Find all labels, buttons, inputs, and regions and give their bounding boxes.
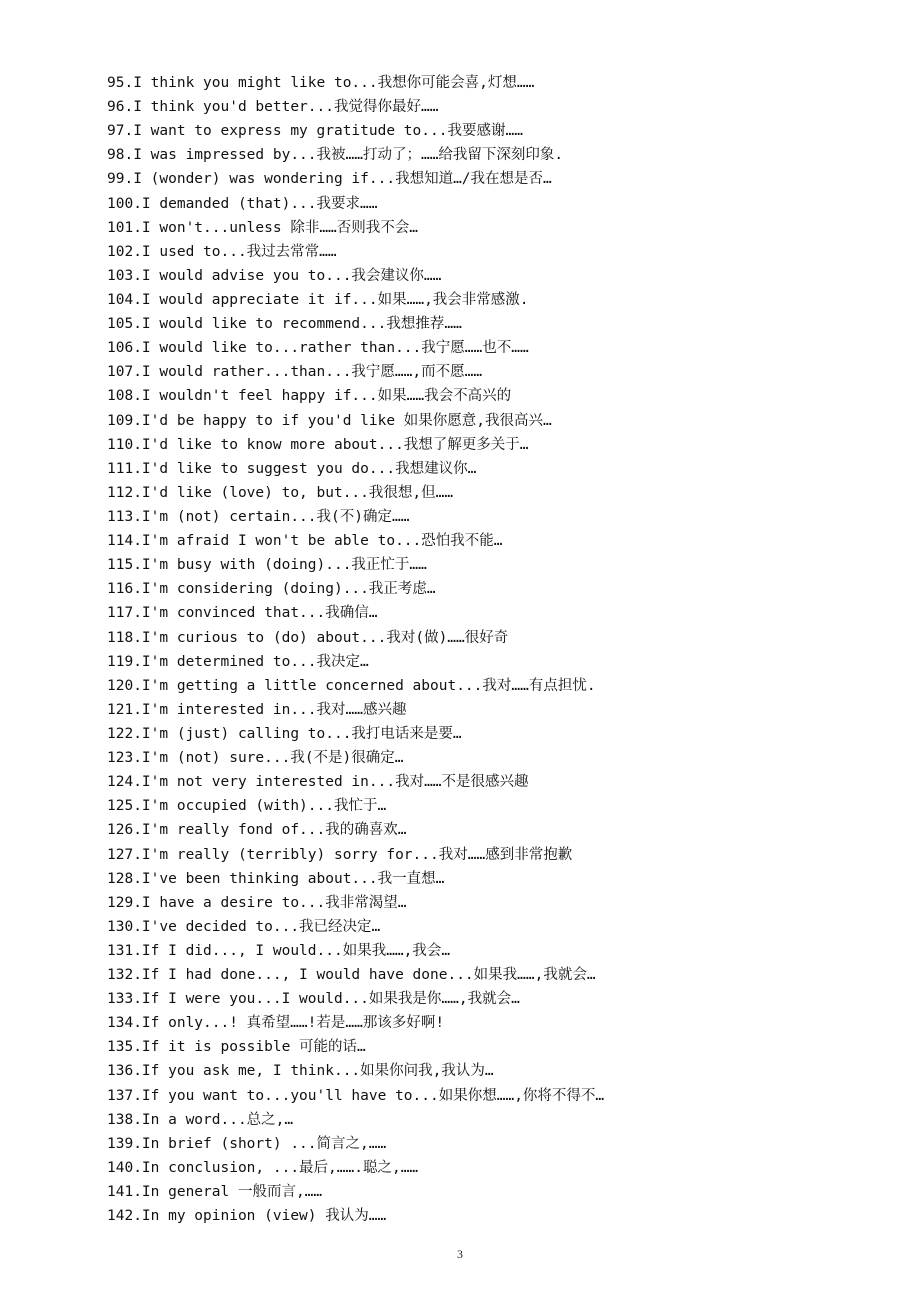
phrase-line: 136.If you ask me, I think...如果你问我,我认为… bbox=[107, 1063, 494, 1080]
phrase-line: 135.If it is possible 可能的话… bbox=[107, 1039, 366, 1056]
phrase-line: 142.In my opinion (view) 我认为…… bbox=[107, 1208, 387, 1225]
phrase-line: 123.I'm (not) sure...我(不是)很确定… bbox=[107, 750, 404, 767]
phrase-line: 129.I have a desire to...我非常渴望… bbox=[107, 894, 407, 911]
phrase-line: 107.I would rather...than...我宁愿……,而不愿…… bbox=[107, 364, 483, 381]
phrase-line: 97.I want to express my gratitude to...我要感谢…… bbox=[107, 123, 523, 140]
phrase-line: 124.I'm not very interested in...我对……不是很感兴趣 bbox=[107, 774, 529, 791]
phrase-line: 137.If you want to...you'll have to...如果你想……,你将不得不… bbox=[107, 1087, 605, 1104]
page-number: 3 bbox=[457, 1247, 463, 1261]
phrase-line: 111.I'd like to suggest you do...我想建议你… bbox=[107, 460, 477, 477]
phrase-line: 118.I'm curious to (do) about...我对(做)……很好奇 bbox=[107, 629, 509, 646]
phrase-line: 103.I would advise you to...我会建议你…… bbox=[107, 267, 442, 284]
phrase-line: 140.In conclusion, ...最后,…….聪之,…… bbox=[107, 1159, 419, 1176]
phrase-line: 116.I'm considering (doing)...我正考虑… bbox=[107, 581, 436, 598]
phrase-line: 106.I would like to...rather than...我宁愿……也不…… bbox=[107, 340, 529, 357]
phrase-line: 100.I demanded (that)...我要求…… bbox=[107, 195, 378, 212]
phrase-line: 109.I'd be happy to if you'd like 如果你愿意,我很高兴… bbox=[107, 412, 552, 429]
phrase-line: 125.I'm occupied (with)...我忙于… bbox=[107, 798, 387, 815]
phrase-line: 95.I think you might like to...我想你可能会喜,灯想…… bbox=[107, 75, 535, 91]
phrase-line: 108.I wouldn't feel happy if...如果……我会不高兴的 bbox=[107, 388, 512, 405]
phrase-line: 141.In general 一般而言,…… bbox=[107, 1184, 323, 1201]
phrase-line: 117.I'm convinced that...我确信… bbox=[107, 605, 378, 622]
phrase-line: 120.I'm getting a little concerned about...我对……有点担忧. bbox=[107, 677, 596, 694]
phrase-line: 119.I'm determined to...我决定… bbox=[107, 653, 369, 670]
phrase-line: 104.I would appreciate it if...如果……,我会非常感激. bbox=[107, 291, 529, 308]
phrase-line: 102.I used to...我过去常常…… bbox=[107, 243, 337, 260]
phrase-line: 134.If only...! 真希望……!若是……那该多好啊! bbox=[107, 1015, 445, 1032]
phrase-line: 115.I'm busy with (doing)...我正忙于…… bbox=[107, 557, 427, 574]
phrase-line: 126.I'm really fond of...我的确喜欢… bbox=[107, 822, 407, 839]
phrase-line: 112.I'd like (love) to, but...我很想,但…… bbox=[107, 484, 454, 501]
phrase-line: 139.In brief (short) ...简言之,…… bbox=[107, 1135, 387, 1152]
phrase-line: 132.If I had done..., I would have done...如果我……,我就会… bbox=[107, 967, 596, 984]
phrase-line: 101.I won't...unless 除非……否则我不会… bbox=[107, 219, 419, 236]
phrase-line: 130.I've decided to...我已经决定… bbox=[107, 918, 381, 935]
phrase-line: 96.I think you'd better...我觉得你最好…… bbox=[107, 99, 439, 116]
phrase-line: 121.I'm interested in...我对……感兴趣 bbox=[107, 701, 407, 718]
phrase-line: 138.In a word...总之,… bbox=[107, 1111, 294, 1128]
phrase-line: 110.I'd like to know more about...我想了解更多关于… bbox=[107, 436, 529, 453]
phrase-line: 131.If I did..., I would...如果我……,我会… bbox=[107, 942, 451, 959]
phrase-line: 127.I'm really (terribly) sorry for...我对……感到非常抱歉 bbox=[107, 846, 573, 863]
phrase-line: 133.If I were you...I would...如果我是你……,我就会… bbox=[107, 991, 520, 1008]
phrase-line: 113.I'm (not) certain...我(不)确定…… bbox=[107, 508, 410, 525]
phrase-line: 98.I was impressed by...我被……打动了；……给我留下深刻印象. bbox=[107, 147, 564, 164]
phrase-line: 99.I (wonder) was wondering if...我想知道…/我在想是否… bbox=[107, 171, 552, 188]
phrase-line: 114.I'm afraid I won't be able to...恐怕我不能… bbox=[107, 533, 503, 550]
phrase-line: 122.I'm (just) calling to...我打电话来是要… bbox=[107, 725, 462, 742]
phrase-list bbox=[107, 71, 887, 1228]
phrase-line: 105.I would like to recommend...我想推荐…… bbox=[107, 316, 462, 333]
phrase-line: 128.I've been thinking about...我一直想… bbox=[107, 870, 445, 887]
